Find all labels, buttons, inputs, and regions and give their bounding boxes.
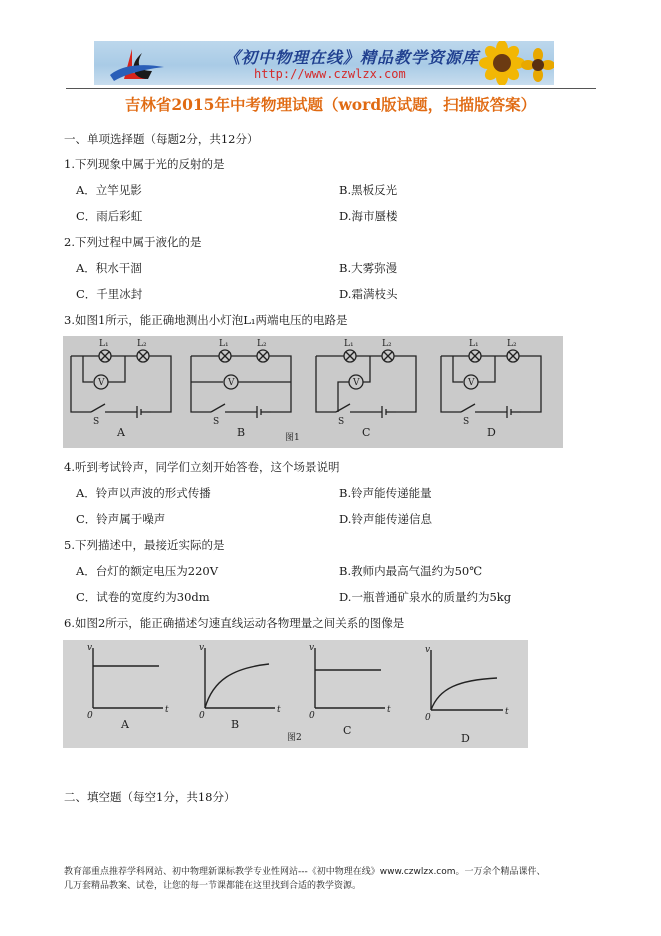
q4-stem: 4.听到考试铃声，同学们立刻开始答卷，这个场景说明 [64,460,340,474]
q1-option-c: C．雨后彩虹 [76,209,143,223]
q2-option-c: C．千里冰封 [76,287,143,301]
q3-stem: 3.如图1所示，能正确地测出小灯泡L₁两端电压的电路是 [64,313,348,327]
fig1-c-v: V [353,378,360,388]
fig2-a-v: v [87,643,93,653]
figure2-svg [63,640,528,748]
q6-stem: 6.如图2所示，能正确描述匀速直线运动各物理量之间关系的图像是 [64,616,405,630]
q2-option-d: D.霜满枝头 [339,287,398,301]
fig1-d-s: S [463,417,470,427]
fig1-a-v: V [98,378,105,388]
fig2-c-t: t [387,705,391,715]
q5-option-c: C．试卷的宽度约为30dm [76,590,210,604]
section1-heading: 一、单项选择题（每题2分，共12分） [64,132,259,146]
fig2-c-0: 0 [309,711,315,721]
footer-line-1: 教育部重点推荐学科网站、初中物理新课标教学专业性网站---《初中物理在线》www.czwlzx.com。一万余个精品课件、 [64,867,546,877]
fig1-d-l2: L₂ [507,339,517,349]
q1-option-b: B.黑板反光 [339,183,398,197]
fig1-b-v: V [228,378,235,388]
q5-stem: 5.下列描述中，最接近实际的是 [64,538,225,552]
fig1-c-l1: L₁ [344,339,354,349]
sunflower-icon [472,41,554,85]
document-title: 吉林省2015年中考物理试题（word版试题，扫描版答案） [124,95,537,114]
fig2-c-v: v [309,643,315,653]
section2-heading: 二、填空题（每空1分，共18分） [64,790,236,804]
fig2-label-b: B [231,718,240,731]
fig2-caption: 图2 [287,733,302,743]
q4-option-c: C．铃声属于噪声 [76,512,166,526]
q5-option-d: D.一瓶普通矿泉水的质量约为5kg [339,590,512,604]
fig1-label-d: D [487,426,496,439]
fig2-d-v: v [425,645,431,655]
fig1-c-s: S [338,417,345,427]
fig2-d-0: 0 [425,713,431,723]
q4-option-b: B.铃声能传递能量 [339,486,432,500]
fig1-b-l1: L₁ [219,339,229,349]
footer-line-2: 几万套精品教案、试卷，让您的每一节课都能在这里找到合适的教学资源。 [64,881,362,891]
fig1-d-v: V [468,378,475,388]
fig2-b-0: 0 [199,711,205,721]
figure1-circuits [63,336,563,448]
fig1-caption: 图1 [285,433,300,443]
fig1-a-l1: L₁ [99,339,109,349]
fig2-b-v: v [199,643,205,653]
banner-title: 《初中物理在线》精品教学资源库 [224,48,480,67]
q4-option-a: A．铃声以声波的形式传播 [76,486,211,500]
q2-stem: 2.下列过程中属于液化的是 [64,235,202,249]
fig1-d-l1: L₁ [469,339,479,349]
fig2-b-t: t [277,705,281,715]
fig1-a-l2: L₂ [137,339,147,349]
q2-option-a: A．积水干涸 [76,261,142,275]
q5-option-a: A．台灯的额定电压为220V [76,564,219,578]
q4-option-d: D.铃声能传递信息 [339,512,432,526]
q5-option-b: B.教师内最高气温约为50℃ [339,564,483,578]
fig1-a-s: S [93,417,100,427]
figure2-graphs [63,640,528,748]
header-banner [94,41,554,85]
logo-icon [102,45,172,83]
fig2-label-a: A [121,718,129,731]
fig1-b-s: S [213,417,220,427]
fig1-label-c: C [362,426,371,439]
fig2-label-c: C [343,724,352,737]
fig1-label-a: A [117,426,125,439]
fig1-label-b: B [237,426,246,439]
figure1-svg [63,336,563,448]
fig2-a-0: 0 [87,711,93,721]
header-divider [66,88,596,89]
fig2-a-t: t [165,705,169,715]
q1-option-a: A．立竿见影 [76,183,142,197]
fig1-c-l2: L₂ [382,339,392,349]
banner-url[interactable]: http://www.czwlzx.com [254,67,406,81]
q1-option-d: D.海市蜃楼 [339,209,398,223]
fig2-d-t: t [505,707,509,717]
fig2-label-d: D [461,732,470,745]
fig1-b-l2: L₂ [257,339,267,349]
q1-stem: 1.下列现象中属于光的反射的是 [64,157,225,171]
q2-option-b: B.大雾弥漫 [339,261,398,275]
